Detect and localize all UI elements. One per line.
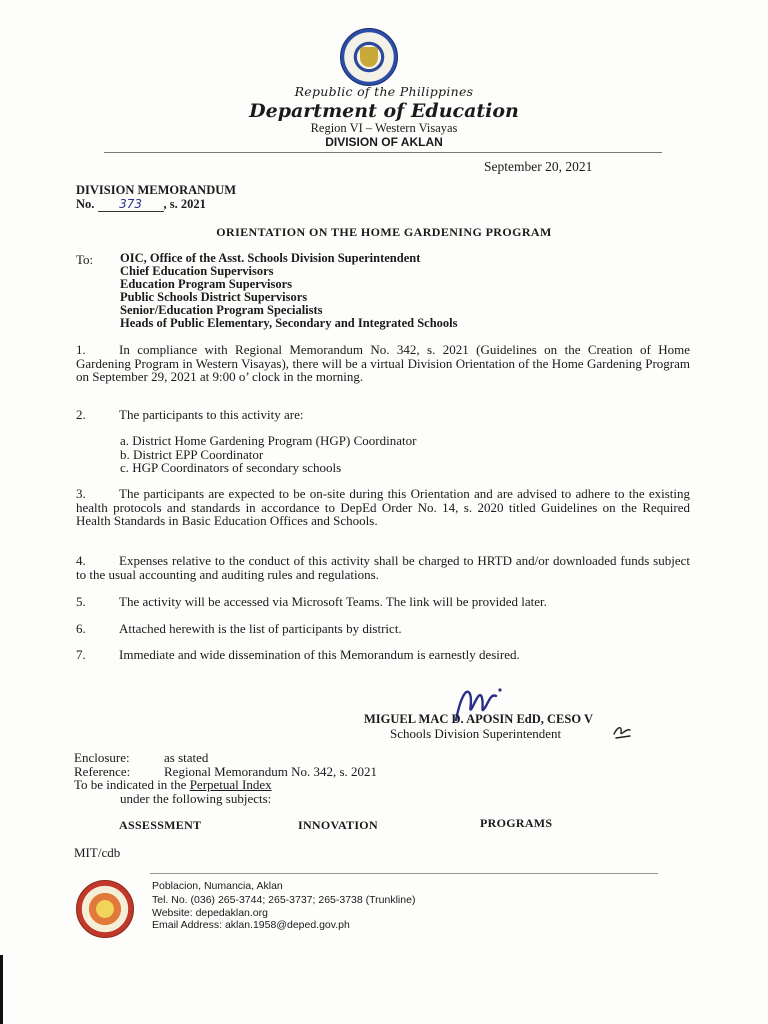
paragraph-number: 5. xyxy=(76,594,86,609)
paragraph-text: Attached herewith is the list of participants by district. xyxy=(119,621,402,636)
recipient: Senior/Education Program Specialists xyxy=(120,303,323,317)
index-line xyxy=(74,778,272,792)
scan-edge-mark xyxy=(0,955,3,1024)
enclosure-value: as stated xyxy=(164,750,209,765)
paragraph-1 xyxy=(76,343,690,384)
reference-label: Reference: xyxy=(74,764,131,779)
subject-innovation: INNOVATION xyxy=(298,818,378,832)
memo-label: DIVISION MEMORANDUM xyxy=(76,183,237,197)
recipient: OIC, Office of the Asst. Schools Division Superintendent xyxy=(120,251,421,265)
paragraph-number: 1. xyxy=(76,342,86,357)
paragraph-number: 4. xyxy=(76,553,86,568)
list-item: c. HGP Coordinators of secondary schools xyxy=(120,460,342,475)
memo-subject: ORIENTATION ON THE HOME GARDENING PROGRAM xyxy=(216,225,552,239)
paragraph-2 xyxy=(76,407,303,423)
paragraph-number: 3. xyxy=(76,486,86,501)
list-item: b. District EPP Coordinator xyxy=(120,446,264,462)
paragraph-5 xyxy=(76,594,547,610)
republic-heading: Republic of the Philippines xyxy=(294,84,474,99)
signatory-title: Schools Division Superintendent xyxy=(390,726,562,741)
memo-date: September 20, 2021 xyxy=(484,159,593,174)
division-heading: DIVISION OF AKLAN xyxy=(325,135,443,149)
paragraph-text: Immediate and wide dissemination of this Memorandum is earnestly desired. xyxy=(119,647,520,662)
paragraph-number: 6. xyxy=(76,621,86,636)
index-prefix: To be indicated in the xyxy=(74,777,190,792)
paragraph-number: 7. xyxy=(76,647,86,662)
reference-value: Regional Memorandum No. 342, s. 2021 xyxy=(164,764,378,779)
recipient: Chief Education Supervisors xyxy=(120,264,274,278)
typist-initials: MIT/cdb xyxy=(74,845,121,860)
enclosure-label: Enclosure: xyxy=(74,750,130,765)
paragraph-text: In compliance with Regional Memorandum No. 342, s. 2021 (Guidelines on the Creation of Home Gardening Program in Western Visayas), there will be a virtual Division Orientation of the Home Gardening Program on September 29, 2021 at 9:00 o’ clock in the morning. xyxy=(76,342,690,384)
subject-programs: PROGRAMS xyxy=(480,816,553,830)
footer-website: Website: depedaklan.org xyxy=(152,907,268,919)
recipient: Public Schools District Supervisors xyxy=(120,290,308,304)
paragraph-7 xyxy=(76,647,520,663)
recipient: Heads of Public Elementary, Secondary and Integrated Schools xyxy=(120,316,458,330)
enclosure-line xyxy=(74,751,208,765)
footer-address: Poblacion, Numancia, Aklan xyxy=(152,880,283,892)
list-item: a. District Home Gardening Program (HGP) Coordinator xyxy=(120,433,417,448)
footer-tel: Tel. No. (036) 265-3744; 265-3737; 265-3738 (Trunkline) xyxy=(152,894,416,906)
subject-assessment: ASSESSMENT xyxy=(119,818,202,832)
paragraph-text: The activity will be accessed via Microsoft Teams. The link will be provided later. xyxy=(119,594,547,609)
paragraph-3 xyxy=(76,487,690,528)
paragraph-number: 2. xyxy=(76,407,86,422)
signatory-name: MIGUEL MAC D. APOSIN EdD, CESO V xyxy=(364,712,593,726)
footer-email: Email Address: aklan.1958@deped.gov.ph xyxy=(152,919,350,931)
to-label: To: xyxy=(76,252,94,267)
header-divider xyxy=(104,152,662,153)
subjects-intro: under the following subjects: xyxy=(120,791,272,806)
division-seal-icon xyxy=(76,880,134,938)
memo-series: , s. 2021 xyxy=(163,197,206,211)
paragraph-text: The participants are expected to be on-site during this Orientation and are advised to adhere to the existing health protocols and standards in accordance to DepEd Order No. 14, s. 2020 titled Guidelines on the Required Health Standards in Basic Education Offices and Schools. xyxy=(76,486,690,528)
recipient-list xyxy=(120,252,458,330)
memo-number-line xyxy=(76,197,206,212)
region-heading: Region VI – Western Visayas xyxy=(310,121,458,135)
deped-seal-icon xyxy=(340,28,398,86)
recipient: Education Program Supervisors xyxy=(120,277,292,291)
memo-number: 373 xyxy=(98,197,164,212)
initial-scrawl xyxy=(612,722,634,740)
paragraph-4 xyxy=(76,554,690,581)
footer-divider xyxy=(150,873,658,874)
perpetual-index: Perpetual Index xyxy=(189,777,272,792)
memo-no-prefix: No. xyxy=(76,197,95,211)
paragraph-6 xyxy=(76,621,402,637)
paragraph-text: Expenses relative to the conduct of this activity shall be charged to HRTD and/or downloaded funds subject to the usual accounting and auditing rules and regulations. xyxy=(76,553,690,582)
participant-list xyxy=(120,434,416,475)
department-heading: Department of Education xyxy=(249,100,519,122)
paragraph-text: The participants to this activity are: xyxy=(119,407,304,422)
